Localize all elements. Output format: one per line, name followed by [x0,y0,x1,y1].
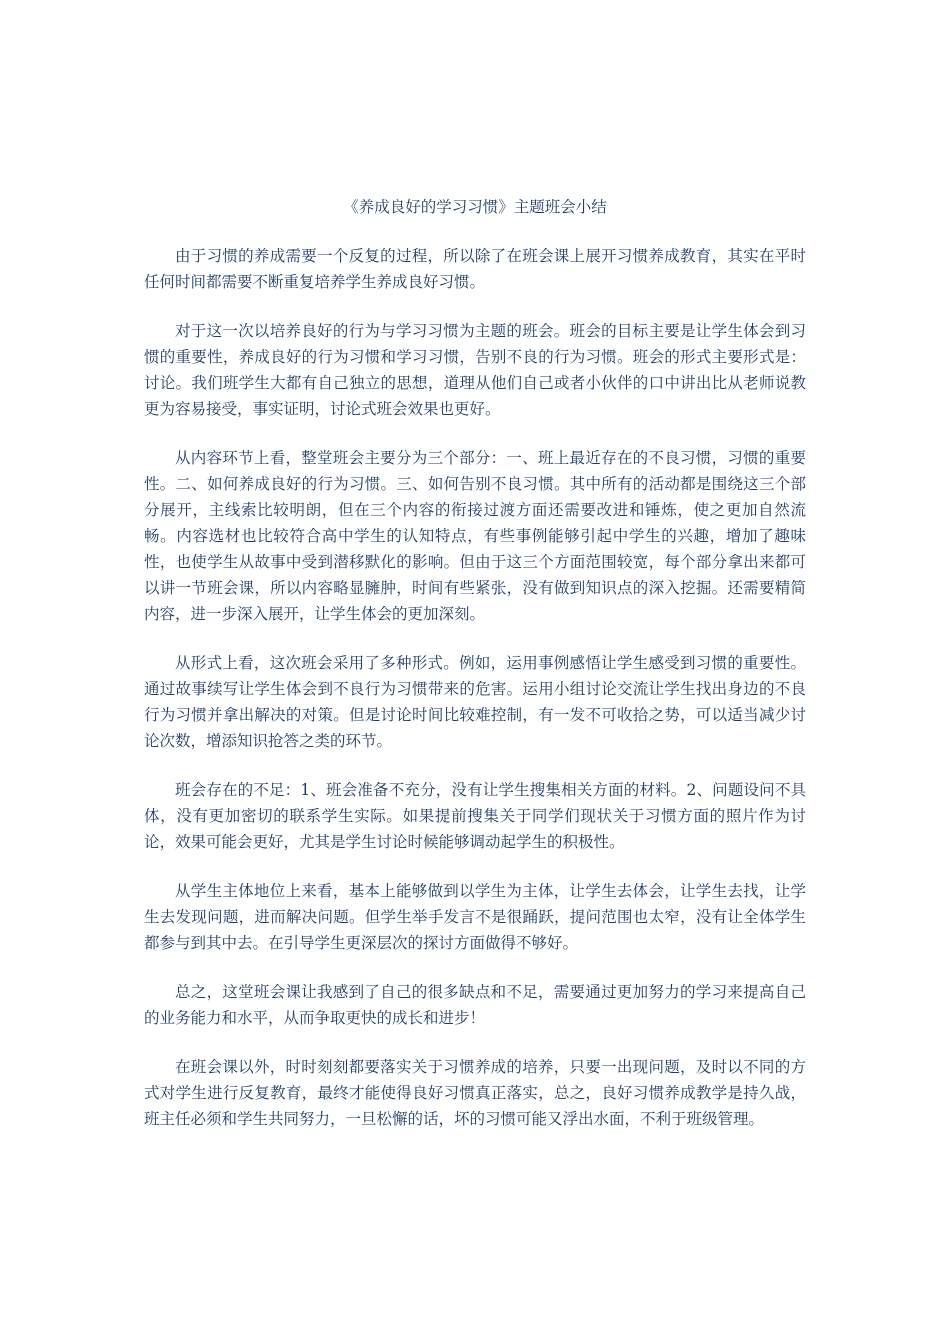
paragraph-2: 对于这一次以培养良好的行为与学习习惯为主题的班会。班会的目标主要是让学生体会到习惯的重要性，养成良好的行为习惯和学习习惯，告别不良的行为习惯。班会的形式主要形式是：讨论。我们班学生大都有自己独立的思想，道理从他们自己或者小伙伴的口中讲出比从老师说教更为容易接受，事实证明，讨论式班会效果也更好。 [144,322,806,418]
document-body [144,194,806,1155]
paragraph-3: 从内容环节上看，整堂班会主要分为三个部分：一、班上最近存在的不良习惯，习惯的重要性。二、如何养成良好的行为习惯。三、如何告别不良习惯。其中所有的活动都是围绕这三个部分展开，主线索比较明朗，但在三个内容的衔接过渡方面还需要改进和锤炼，使之更加自然流畅。内容选材也比较符合高中学生的认知特点，有些事例能够引起中学生的兴趣，增加了趣味性，也使学生从故事中受到潜移默化的影响。但由于这三个方面范围较宽，每个部分拿出来都可以讲一节班会课，所以内容略显臃肿，时间有些紧张，没有做到知识点的深入挖掘。还需要精简内容，进一步深入展开，让学生体会的更加深刻。 [144,449,806,623]
paragraph-4: 从形式上看，这次班会采用了多种形式。例如，运用事例感悟让学生感受到习惯的重要性。通过故事续写让学生体会到不良行为习惯带来的危害。运用小组讨论交流让学生找出身边的不良行为习惯并拿出解决的对策。但是讨论时间比较难控制，有一发不可收拾之势，可以适当减少讨论次数，增添知识抢答之类的环节。 [144,654,806,750]
paragraph-1: 由于习惯的养成需要一个反复的过程，所以除了在班会课上展开习惯养成教育，其实在平时任何时间都需要不断重复培养学生养成良好习惯。 [144,247,806,291]
paragraph-5: 班会存在的不足：1、班会准备不充分，没有让学生搜集相关方面的材料。2、问题设问不具体，没有更加密切的联系学生实际。如果提前搜集关于同学们现状关于习惯方面的照片作为讨论，效果可能会更好，尤其是学生讨论时候能够调动起学生的积极性。 [144,781,806,851]
paragraph-8: 在班会课以外，时时刻刻都要落实关于习惯养成的培养，只要一出现问题，及时以不同的方式对学生进行反复教育，最终才能使得良好习惯真正落实，总之，良好习惯养成教学是持久战，班主任必须和学生共同努力，一旦松懈的话，坏的习惯可能又浮出水面，不利于班级管理。 [144,1058,806,1128]
paragraph-7: 总之，这堂班会课让我感到了自己的很多缺点和不足，需要通过更加努力的学习来提高自己的业务能力和水平，从而争取更快的成长和进步！ [144,983,806,1027]
paragraph-6: 从学生主体地位上来看，基本上能够做到以学生为主体，让学生去体会，让学生去找，让学生去发现问题，进而解决问题。但学生举手发言不是很踊跃，提问范围也太窄，没有让全体学生都参与到其中去。在引导学生更深层次的探讨方面做得不够好。 [144,882,806,952]
document-title: 《养成良好的学习习惯》主题班会小结 [343,198,607,216]
